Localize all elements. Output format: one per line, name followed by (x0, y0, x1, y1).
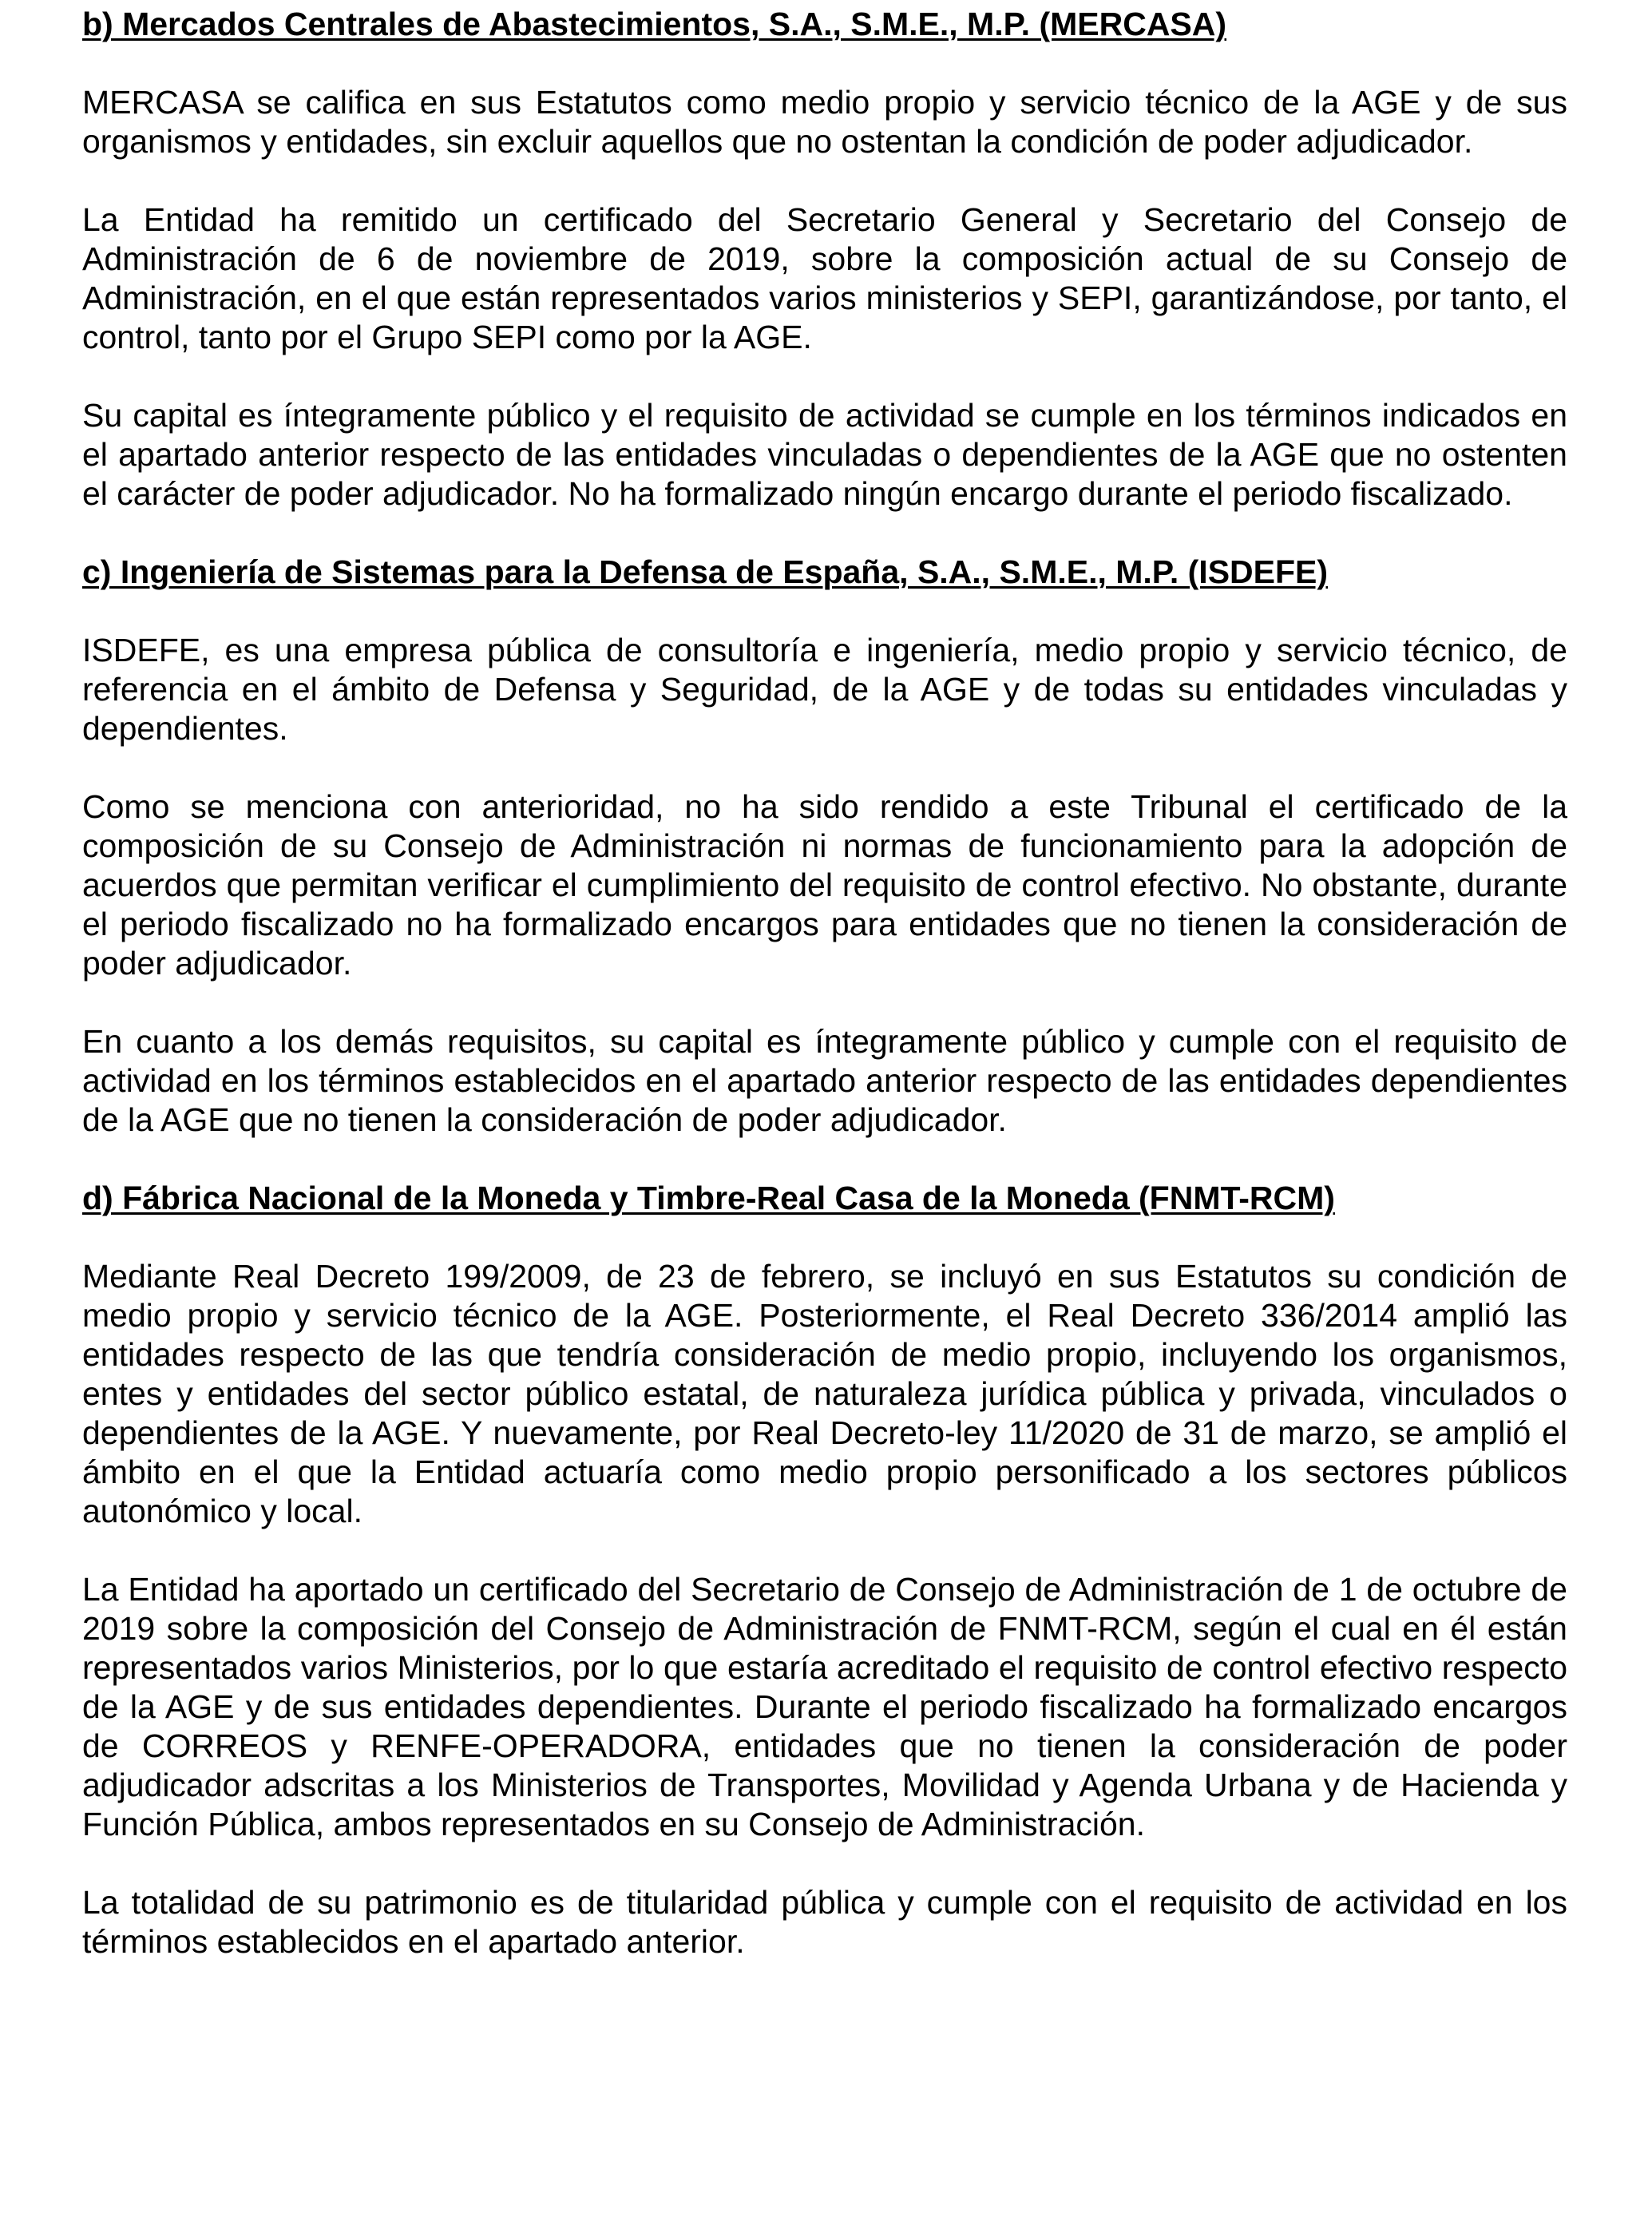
section-isdefe (82, 553, 1567, 1140)
paragraph: La Entidad ha remitido un certificado del Secretario General y Secretario del Consejo de Administración de 6 de noviembre de 2019, sobre la composición actual de su Consejo de Administración, en el que están representados varios ministerios y SEPI, garantizándose, por tanto, el control, tanto por el Grupo SEPI como por la AGE. (82, 201, 1567, 355)
paragraph: Como se menciona con anterioridad, no ha sido rendido a este Tribunal el certificado de la composición de su Consejo de Administración ni normas de funcionamiento para la adopción de acuerdos que permitan verificar el cumplimiento del requisito de control efectivo. No obstante, durante el periodo fiscalizado no ha formalizado encargos para entidades que no tienen la consideración de poder adjudicador. (82, 788, 1567, 982)
paragraph: ISDEFE, es una empresa pública de consultoría e ingeniería, medio propio y servicio técnico, de referencia en el ámbito de Defensa y Seguridad, de la AGE y de todas su entidades vinculadas y dependientes. (82, 632, 1567, 747)
paragraph: En cuanto a los demás requisitos, su capital es íntegramente público y cumple con el requisito de actividad en los términos establecidos en el apartado anterior respecto de las entidades dependientes de la AGE que no tienen la consideración de poder adjudicador. (82, 1023, 1567, 1138)
section-heading: b) Mercados Centrales de Abastecimientos, S.A., S.M.E., M.P. (MERCASA) (82, 6, 1227, 42)
section-fnmt-rcm (82, 1179, 1567, 1961)
paragraph: La totalidad de su patrimonio es de titularidad pública y cumple con el requisito de actividad en los términos establecidos en el apartado anterior. (82, 1884, 1567, 1960)
paragraph: Su capital es íntegramente público y el requisito de actividad se cumple en los términos indicados en el apartado anterior respecto de las entidades vinculadas o dependientes de la AGE que no ostenten el carácter de poder adjudicador. No ha formalizado ningún encargo durante el periodo fiscalizado. (82, 397, 1567, 512)
section-heading: c) Ingeniería de Sistemas para la Defensa de España, S.A., S.M.E., M.P. (ISDEFE) (82, 553, 1329, 590)
section-mercasa (82, 5, 1567, 514)
paragraph: Mediante Real Decreto 199/2009, de 23 de febrero, se incluyó en sus Estatutos su condición de medio propio y servicio técnico de la AGE. Posteriormente, el Real Decreto 336/2014 amplió las entidades respecto de las que tendría consideración de medio propio, incluyendo los organismos, entes y entidades del sector público estatal, de naturaleza jurídica pública y privada, vinculados o dependientes de la AGE. Y nuevamente, por Real Decreto-ley 11/2020 de 31 de marzo, se amplió el ámbito en el que la Entidad actuaría como medio propio personificado a los sectores públicos autonómico y local. (82, 1258, 1567, 1529)
paragraph: La Entidad ha aportado un certificado del Secretario de Consejo de Administración de 1 de octubre de 2019 sobre la composición del Consejo de Administración de FNMT-RCM, según el cual en él están representados varios Ministerios, por lo que estaría acreditado el requisito de control efectivo respecto de la AGE y de sus entidades dependientes. Durante el periodo fiscalizado ha formalizado encargos de CORREOS y RENFE-OPERADORA, entidades que no tienen la consideración de poder adjudicador adscritas a los Ministerios de Transportes, Movilidad y Agenda Urbana y de Hacienda y Función Pública, ambos representados en su Consejo de Administración. (82, 1571, 1567, 1842)
paragraph: MERCASA se califica en sus Estatutos como medio propio y servicio técnico de la AGE y de sus organismos y entidades, sin excluir aquellos que no ostentan la condición de poder adjudicador. (82, 84, 1567, 160)
document-page (82, 5, 1567, 2001)
section-heading: d) Fábrica Nacional de la Moneda y Timbre-Real Casa de la Moneda (FNMT-RCM) (82, 1180, 1335, 1216)
